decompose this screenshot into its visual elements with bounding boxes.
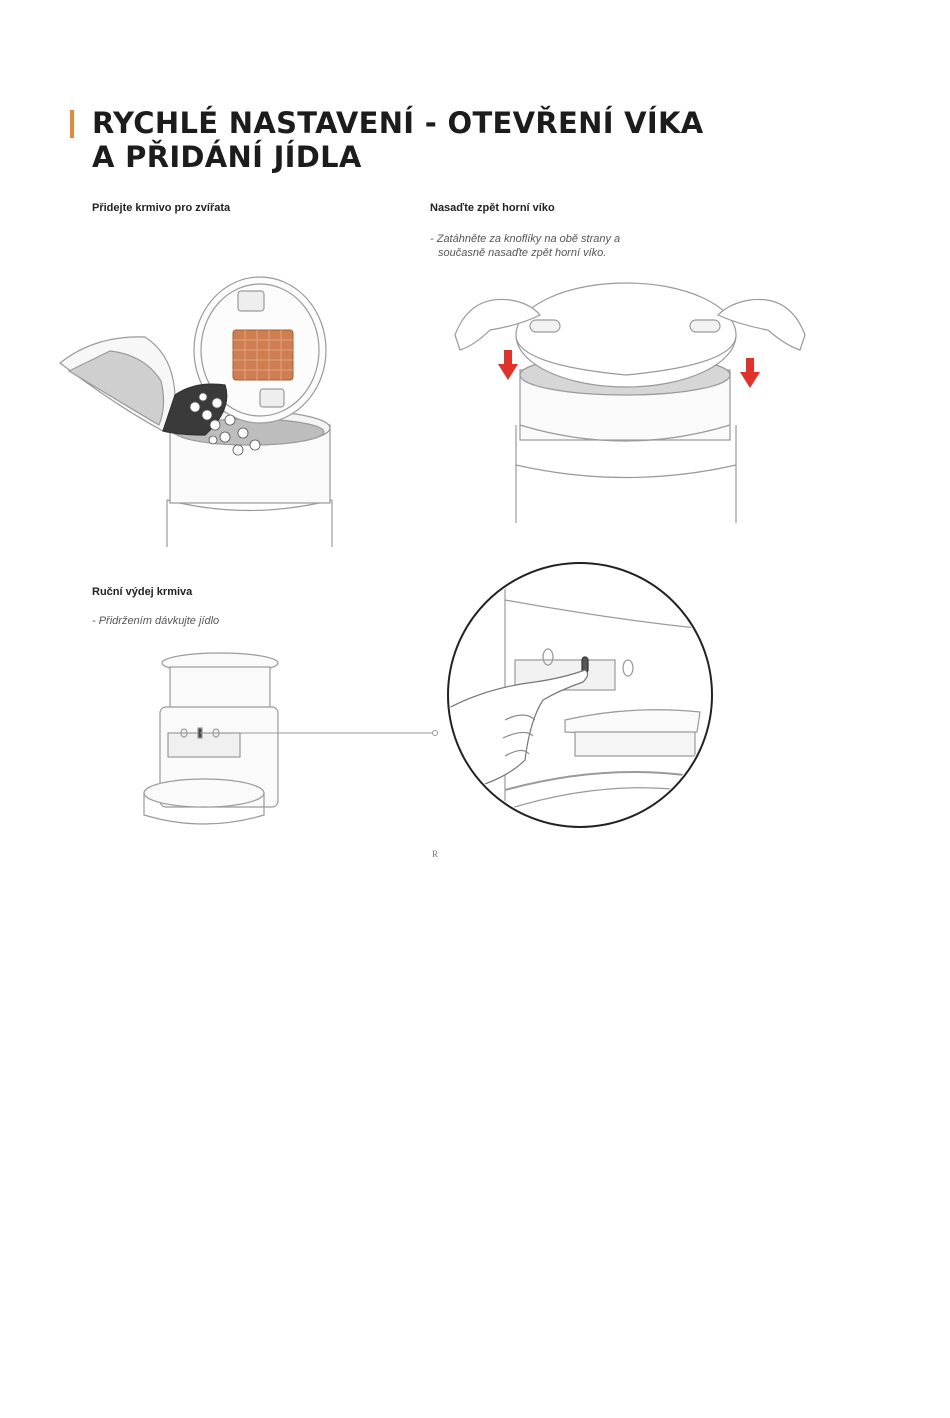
step2-note-line2: současně nasaďte zpět horní víko. <box>438 247 607 259</box>
step3-note-line1: - Přidržením dávkujte jídlo <box>92 615 220 627</box>
page-number: R <box>432 849 439 859</box>
feeder-open-lid-illustration <box>55 285 355 555</box>
step2-note-line1: - Zatáhněte za knoflíky na obě strany a <box>430 233 621 245</box>
step2-heading: Nasaďte zpět horní víko <box>430 202 555 214</box>
step1-heading: Přidejte krmivo pro zvířata <box>92 202 231 214</box>
replace-lid-illustration <box>450 275 810 525</box>
step2-note <box>430 232 620 260</box>
page-title <box>92 106 704 174</box>
step3-note <box>92 614 219 628</box>
filter-pad <box>233 330 293 380</box>
zoom-leader-line <box>200 728 440 738</box>
step3-heading: Ruční výdej krmiva <box>92 586 193 598</box>
page-title-line1: RYCHLÉ NASTAVENÍ - OTEVŘENÍ VÍKA <box>92 106 704 140</box>
page-title-line2: A PŘIDÁNÍ JÍDLA <box>92 140 362 174</box>
zoom-detail-circle <box>445 560 715 830</box>
left-down-arrow <box>498 350 518 380</box>
right-down-arrow <box>740 358 760 388</box>
title-accent-bar <box>70 110 74 138</box>
